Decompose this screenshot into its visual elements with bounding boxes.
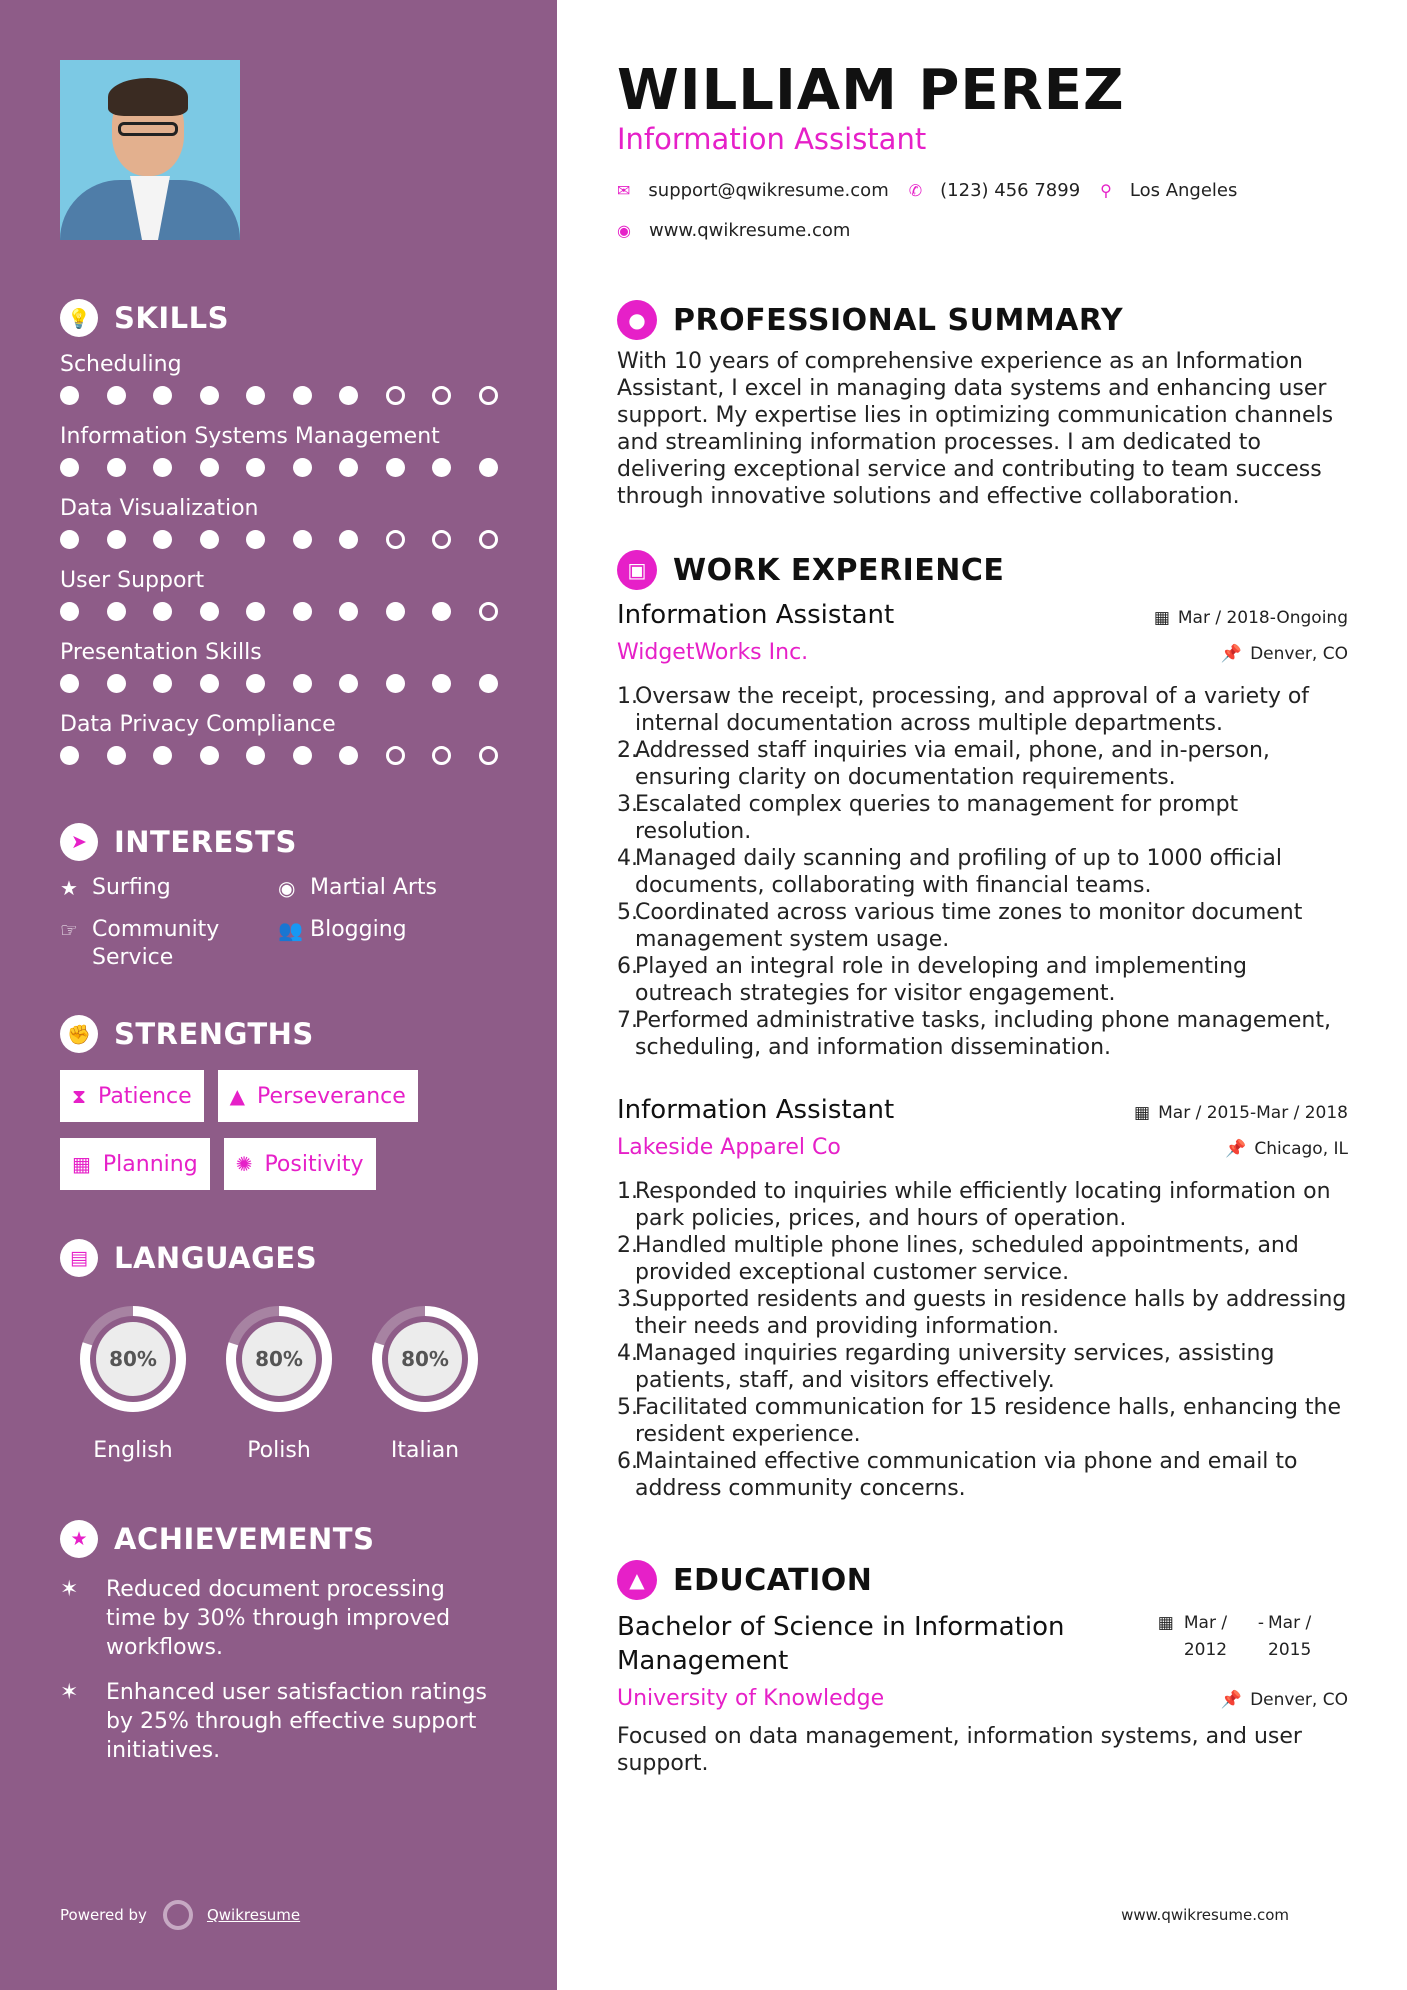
rating-dot <box>386 386 405 405</box>
school-location: Denver, CO <box>1250 1690 1348 1710</box>
road-icon: ▲ <box>229 1084 246 1108</box>
rating-dot <box>200 458 219 477</box>
brand-link[interactable]: Qwikresume <box>206 1906 301 1924</box>
rating-dot <box>107 746 126 765</box>
job-dates: Mar / 2018-Ongoing <box>1177 608 1348 628</box>
job-bullet: 1. Responded to inquiries while efficiently locating information on park policies, prices, and hours of operation. <box>617 1179 1331 1231</box>
rating-dot <box>479 674 498 693</box>
education-dates: ▦ Mar / 2012 - Mar / 2015 <box>1158 1610 1324 1664</box>
rating-dot <box>107 386 126 405</box>
calendar-icon: ▦ <box>1134 1103 1151 1123</box>
footer-url[interactable]: www.qwikresume.com <box>1121 1906 1289 1924</box>
job-bullet: 7. Performed administrative tasks, including phone management, scheduling, and information dissemination. <box>617 1008 1331 1060</box>
job-bullet: 4. Managed daily scanning and profiling of up to 1000 official documents, collaborating with financial teams. <box>617 846 1283 898</box>
experience-heading: ▣ WORK EXPERIENCE <box>617 550 1004 590</box>
rating-dot <box>153 458 172 477</box>
education-entry <box>617 1610 1348 1777</box>
pin-icon: 📌 <box>1220 644 1243 664</box>
job-bullets <box>617 683 1348 1061</box>
language-name: Italian <box>390 1438 460 1463</box>
rating-dot <box>200 386 219 405</box>
job-bullet: 1. Oversaw the receipt, processing, and approval of a variety of internal documentation across multiple departments. <box>617 684 1310 736</box>
rating-dot <box>246 602 265 621</box>
rating-dot <box>60 386 79 405</box>
job-bullet: 3. Supported residents and guests in residence halls by addressing their needs and providing information. <box>617 1287 1347 1339</box>
skill-name: User Support <box>60 568 205 593</box>
rating-dot <box>386 674 405 693</box>
interest-item: ★ Surfing <box>60 875 171 900</box>
skills-section <box>60 298 557 770</box>
summary-heading: ● PROFESSIONAL SUMMARY <box>617 300 1123 340</box>
rating-dot <box>200 674 219 693</box>
profile-photo <box>60 60 240 240</box>
skill-rating <box>60 740 557 770</box>
rating-dot <box>246 386 265 405</box>
language-item <box>60 1298 206 1463</box>
strength-chip: ▲ Perseverance <box>218 1070 418 1122</box>
user-icon: ● <box>617 300 657 340</box>
strengths-section <box>60 1014 557 1206</box>
calendar-icon: ▦ <box>1157 1613 1174 1633</box>
job-company: WidgetWorks Inc. <box>617 640 809 665</box>
candidate-title: Information Assistant <box>617 122 927 156</box>
rating-dot <box>339 458 358 477</box>
job-entry <box>617 600 1348 1061</box>
strength-chip: ✺ Positivity <box>224 1138 376 1190</box>
degree: Bachelor of Science in Information Management <box>617 1612 1065 1676</box>
skill-name: Information Systems Management <box>60 424 440 449</box>
calendar-icon: ▦ <box>1153 608 1170 628</box>
star-icon: ★ <box>60 876 78 900</box>
strength-chip: ⧗ Patience <box>60 1070 204 1122</box>
pin-icon: 📌 <box>1220 1690 1243 1710</box>
rating-dot <box>293 674 312 693</box>
rating-dot <box>293 530 312 549</box>
language-progress-ring <box>364 1298 486 1420</box>
sun-icon: ✺ <box>235 1152 253 1176</box>
school: University of Knowledge <box>617 1686 885 1711</box>
job-location: Denver, CO <box>1250 644 1348 664</box>
language-name: Polish <box>247 1438 311 1463</box>
hourglass-icon: ⧗ <box>72 1084 87 1108</box>
job-bullet: 2. Addressed staff inquiries via email, phone, and in-person, ensuring clarity on documentation requirements. <box>617 738 1270 790</box>
users-icon: 👥 <box>278 918 303 942</box>
rating-dot <box>107 674 126 693</box>
skill-rating <box>60 524 557 554</box>
language-progress-ring <box>72 1298 194 1420</box>
rating-dot <box>246 458 265 477</box>
rating-dot <box>339 602 358 621</box>
rating-dot <box>60 746 79 765</box>
rating-dot <box>339 674 358 693</box>
phone-icon: ✆ <box>908 181 923 200</box>
language-item <box>206 1298 352 1463</box>
languages-title: LANGUAGES <box>114 1241 318 1275</box>
rating-dot <box>386 602 405 621</box>
calendar-icon: ▦ <box>72 1152 91 1176</box>
language-item <box>352 1298 498 1463</box>
rating-dot <box>479 458 498 477</box>
skill-rating <box>60 596 557 626</box>
job-bullet: 2. Handled multiple phone lines, scheduled appointments, and provided exceptional customer service. <box>617 1233 1299 1285</box>
interest-item: ◉ Martial Arts <box>278 875 438 900</box>
language-percent: 80% <box>255 1347 303 1371</box>
interests-title: INTERESTS <box>114 825 297 859</box>
qwikresume-logo-icon <box>163 1900 193 1930</box>
paper-plane-icon: ➤ <box>60 823 98 861</box>
rating-dot <box>479 386 498 405</box>
rating-dot <box>246 746 265 765</box>
map-pin-icon: ⚲ <box>1100 181 1112 200</box>
rating-dot <box>153 386 172 405</box>
interests-section <box>60 822 557 972</box>
language-name: English <box>93 1438 173 1463</box>
skill-item <box>60 422 557 482</box>
achievement-item: ✶ Enhanced user satisfaction ratings by 25% through effective support initiatives. <box>60 1680 488 1763</box>
rating-dot <box>153 530 172 549</box>
job-company: Lakeside Apparel Co <box>617 1135 841 1160</box>
rating-dot <box>200 746 219 765</box>
rating-dot <box>200 530 219 549</box>
job-title: Information Assistant <box>617 600 895 630</box>
lightbulb-icon: 💡 <box>60 299 98 337</box>
envelope-icon: ✉ <box>617 181 631 200</box>
skill-rating <box>60 668 557 698</box>
briefcase-icon: ▣ <box>617 550 657 590</box>
rating-dot <box>153 746 172 765</box>
rating-dot <box>432 530 451 549</box>
location: Los Angeles <box>1129 180 1238 201</box>
rating-dot <box>339 530 358 549</box>
job-title: Information Assistant <box>617 1095 895 1125</box>
powered-by: Powered by Qwikresume <box>60 1900 300 1930</box>
strength-chip: ▦ Planning <box>60 1138 210 1190</box>
rating-dot <box>432 746 451 765</box>
rating-dot <box>60 458 79 477</box>
strengths-title: STRENGTHS <box>114 1017 314 1051</box>
rating-dot <box>153 602 172 621</box>
language-icon: ▤ <box>60 1239 98 1277</box>
interest-item: ☞ Community Service <box>60 917 220 970</box>
job-bullet: 6. Played an integral role in developing and implementing outreach strategies for visitor engagement. <box>617 954 1248 1006</box>
interest-item: 👥 Blogging <box>278 916 498 972</box>
rating-dot <box>60 674 79 693</box>
skill-name: Data Privacy Compliance <box>60 712 336 737</box>
website-row <box>617 220 850 241</box>
rating-dot <box>386 746 405 765</box>
rating-dot <box>339 386 358 405</box>
rating-dot <box>432 602 451 621</box>
pin-icon: 📌 <box>1225 1139 1247 1159</box>
achievements-section <box>60 1519 557 1765</box>
rating-dot <box>432 674 451 693</box>
candidate-name: WILLIAM PEREZ <box>617 58 1125 123</box>
globe-icon: ◉ <box>278 876 296 900</box>
achievement-item: ✶ Reduced document processing time by 30% through improved workflows. <box>60 1577 451 1660</box>
rating-dot <box>60 602 79 621</box>
skill-item <box>60 350 557 410</box>
job-entry <box>617 1095 1348 1502</box>
stars-icon: ✶ <box>60 1680 79 1705</box>
skill-item <box>60 638 557 698</box>
job-bullet: 5. Facilitated communication for 15 residence halls, enhancing the resident experience. <box>617 1395 1342 1447</box>
rating-dot <box>107 530 126 549</box>
rating-dot <box>432 458 451 477</box>
skill-item <box>60 710 557 770</box>
skill-name: Presentation Skills <box>60 640 262 665</box>
rating-dot <box>293 458 312 477</box>
hand-icon: ☞ <box>60 918 78 942</box>
education-description: Focused on data management, information systems, and user support. <box>617 1724 1302 1776</box>
rating-dot <box>293 602 312 621</box>
rating-dot <box>479 746 498 765</box>
job-dates: Mar / 2015-Mar / 2018 <box>1158 1103 1348 1123</box>
rating-dot <box>107 602 126 621</box>
rating-dot <box>107 458 126 477</box>
skill-name: Scheduling <box>60 352 182 377</box>
job-bullet: 3. Escalated complex queries to management for prompt resolution. <box>617 792 1239 844</box>
skills-title: SKILLS <box>114 301 229 335</box>
skill-item <box>60 494 557 554</box>
job-bullet: 5. Coordinated across various time zones to monitor document management system usage. <box>617 900 1303 952</box>
rating-dot <box>60 530 79 549</box>
job-location: Chicago, IL <box>1254 1139 1348 1159</box>
fist-icon: ✊ <box>60 1015 98 1053</box>
language-percent: 80% <box>401 1347 449 1371</box>
skill-name: Data Visualization <box>60 496 259 521</box>
language-percent: 80% <box>109 1347 157 1371</box>
email[interactable]: support@qwikresume.com <box>648 180 889 201</box>
language-progress-ring <box>218 1298 340 1420</box>
education-heading: ▲ EDUCATION <box>617 1560 872 1600</box>
skill-rating <box>60 452 557 482</box>
rating-dot <box>339 746 358 765</box>
rating-dot <box>479 602 498 621</box>
website[interactable]: www.qwikresume.com <box>648 220 851 241</box>
job-bullets <box>617 1178 1348 1502</box>
globe-icon: ◉ <box>617 221 631 240</box>
rating-dot <box>386 458 405 477</box>
skills-list <box>60 350 557 770</box>
rating-dot <box>432 386 451 405</box>
sidebar <box>0 0 557 1990</box>
contact-row <box>617 180 1237 201</box>
achievements-title: ACHIEVEMENTS <box>114 1522 375 1556</box>
rating-dot <box>246 530 265 549</box>
rating-dot <box>293 746 312 765</box>
summary-text: With 10 years of comprehensive experience as an Information Assistant, I excel in managing data systems and enhancing user support. My expertise lies in optimizing communication channels and streamlining information processes. I am dedicated to delivering exceptional service and contributing to team success through innovative solutions and effective collaboration. <box>617 349 1334 509</box>
trophy-star-icon: ★ <box>60 1520 98 1558</box>
job-bullet: 6. Maintained effective communication via phone and email to address community concerns. <box>617 1449 1298 1501</box>
rating-dot <box>200 602 219 621</box>
rating-dot <box>479 530 498 549</box>
rating-dot <box>386 530 405 549</box>
rating-dot <box>246 674 265 693</box>
job-bullet: 4. Managed inquiries regarding university services, assisting patients, staff, and visitors effectively. <box>617 1341 1275 1393</box>
stars-icon: ✶ <box>60 1577 79 1602</box>
graduation-cap-icon: ▲ <box>617 1560 657 1600</box>
skill-item <box>60 566 557 626</box>
languages-section <box>60 1238 557 1463</box>
rating-dot <box>153 674 172 693</box>
skill-rating <box>60 380 557 410</box>
phone: (123) 456 7899 <box>940 180 1081 201</box>
rating-dot <box>293 386 312 405</box>
